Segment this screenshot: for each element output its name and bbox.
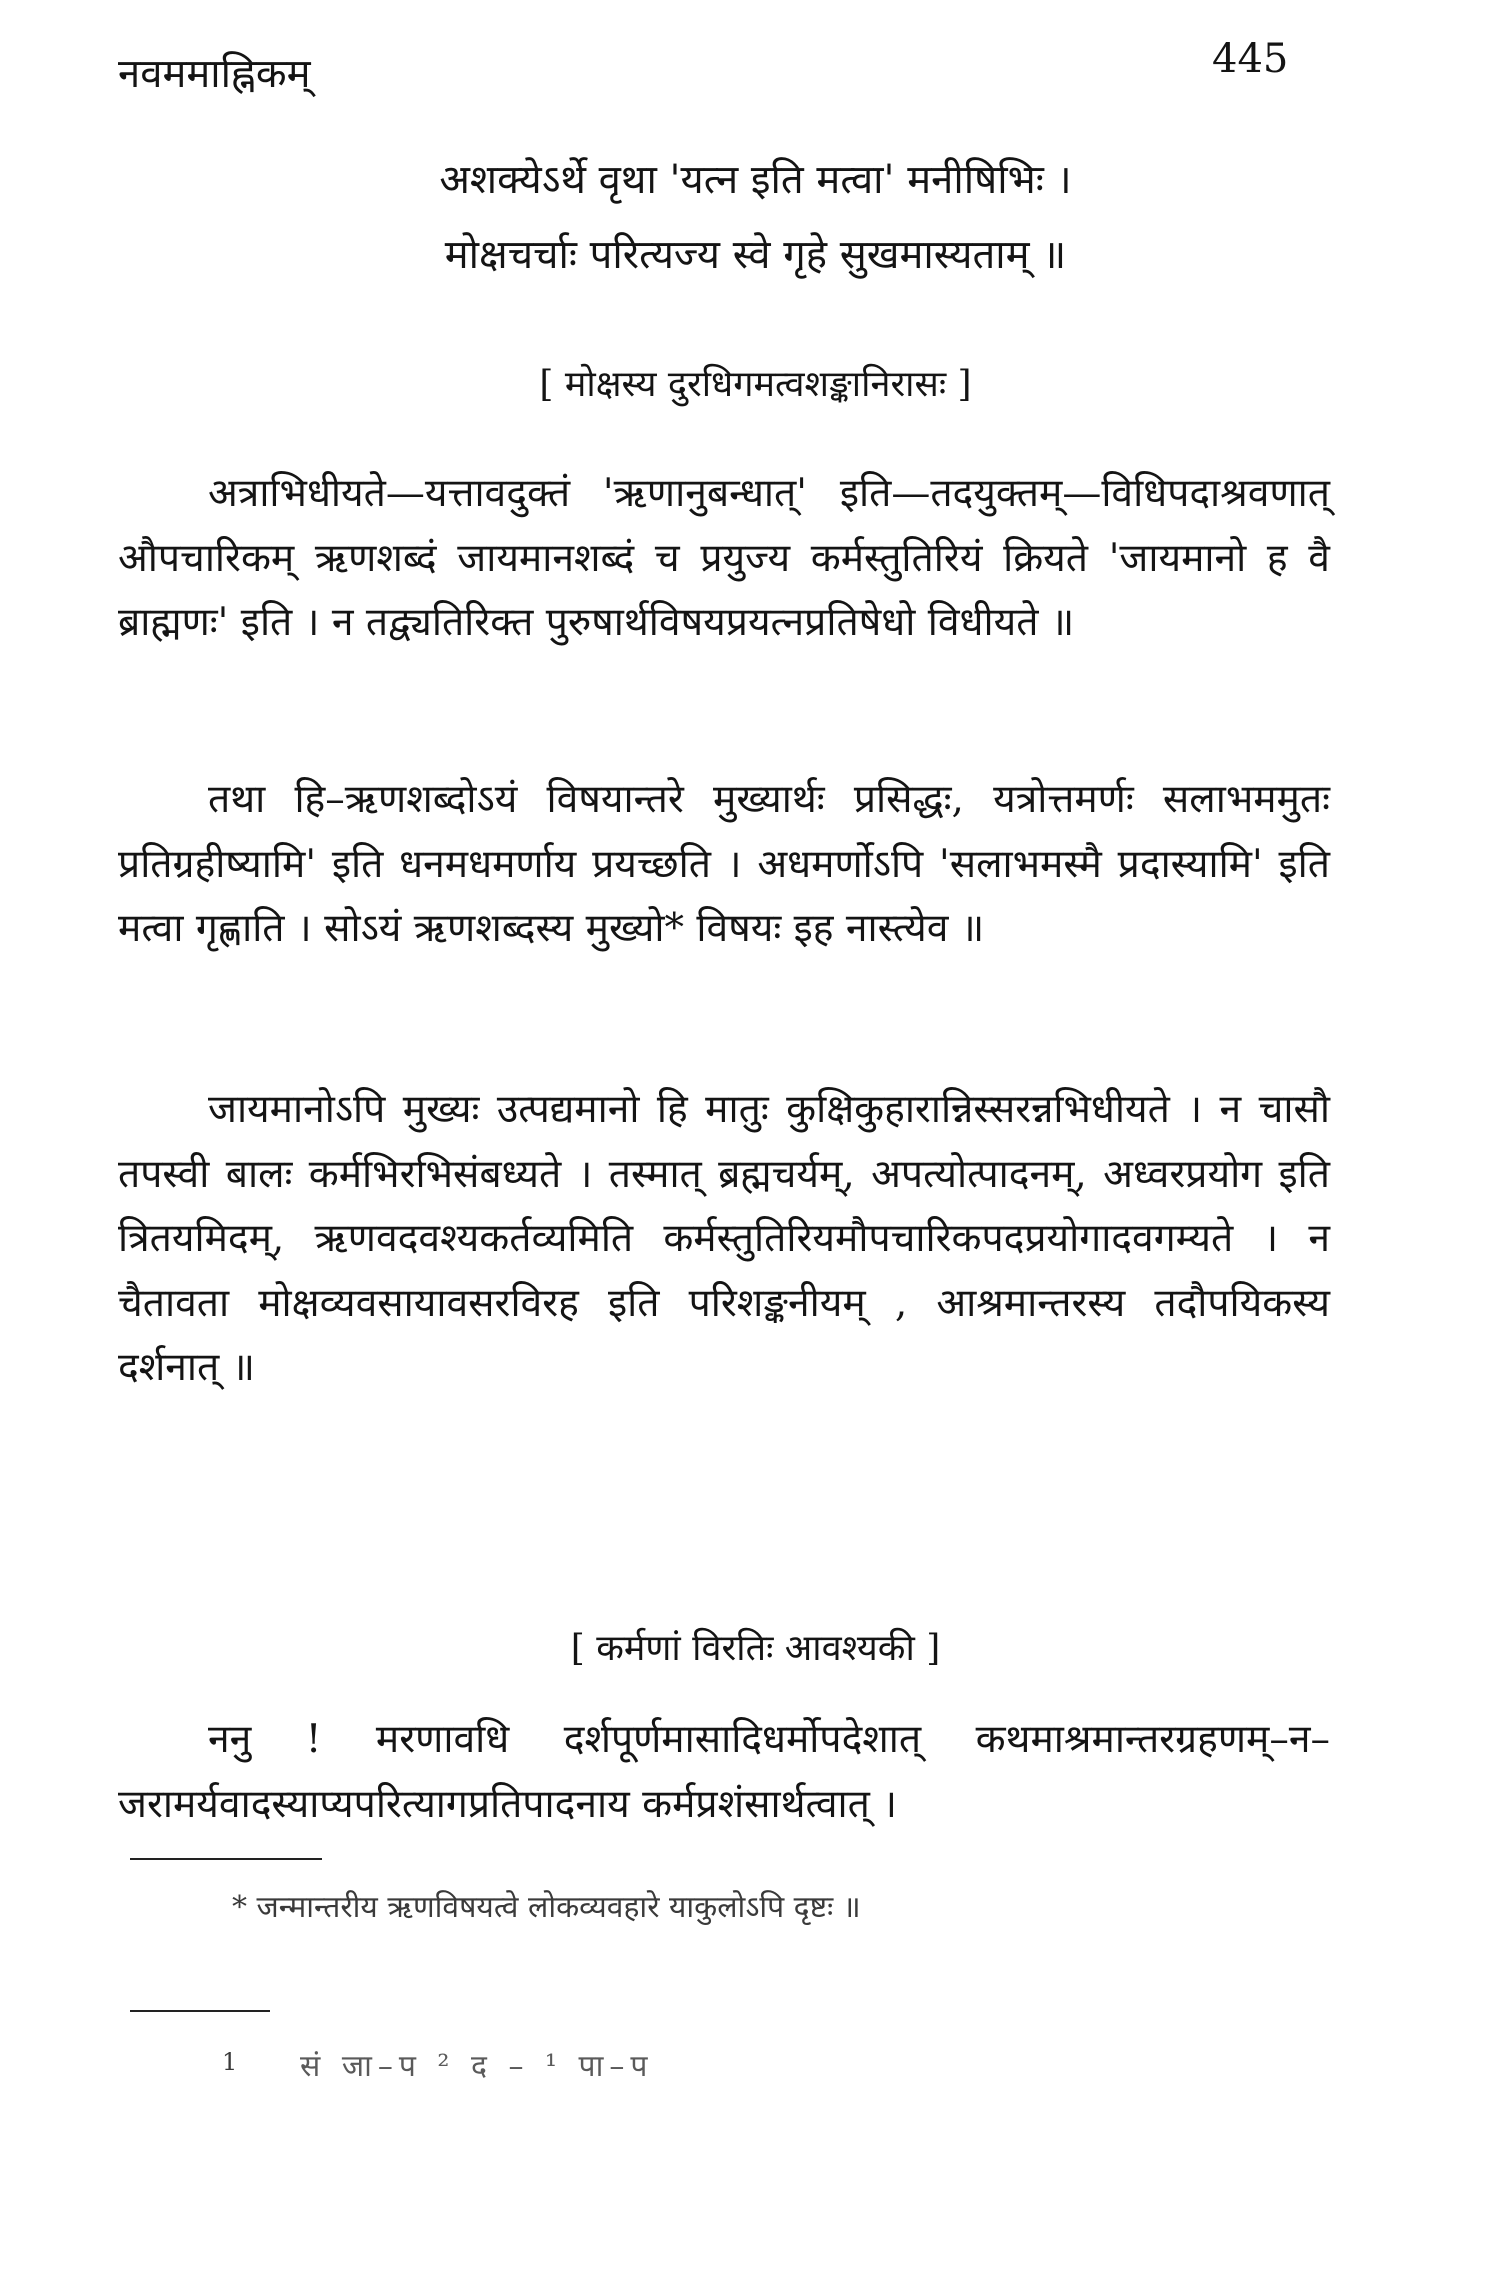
verse-line-2: मोक्षचर्चाः परित्यज्य स्वे गृहे सुखमास्यताम् ॥ bbox=[444, 232, 1067, 278]
footnote-star: * जन्मान्तरीय ऋणविषयत्वे लोकव्यवहारे याकुलोऽपि दृष्टः ॥ bbox=[232, 1890, 861, 1925]
variant-marker: 1 bbox=[222, 2048, 238, 2076]
verse-line-1: अशक्येऽर्थे वृथा 'यत्न इति मत्वा' मनीषिभिः । bbox=[439, 157, 1072, 203]
paragraph-3: जायमानोऽपि मुख्यः उत्पद्यमानो हि मातुः कुक्षिकुहारान्निस्सरन्नभिधीयते । न चासौ तपस्वी बालः कर्मभिरभिसंबध्यते । तस्मात् ब्रह्मचर्यम्, अपत्योत्पादनम्, अध्वरप्रयोग इति त्रितयमिदम्, ऋणवदवश्यकर्तव्यमिति कर्मस्तुतिरियमौपचारिकपदप्रयोगादवगम्यते । न चैतावता मोक्षव्यवसायावसरविरह इति परिशङ्कनीयम् , आश्रमान्तरस्य तदौपयिकस्य दर्शनात् ॥ bbox=[118, 1087, 1330, 1390]
variant-readings: सं जा–प ² द – ¹ पा–प bbox=[300, 2049, 654, 2084]
paragraph-4: ननु ! मरणावधि दर्शपूर्णमासादिधर्मोपदेशात् कथमाश्रमान्तरग्रहणम्–न–जरामर्यवादस्याप्यपरित्यागप्रतिपादनाय कर्मप्रशंसार्थत्वात् । bbox=[118, 1717, 1330, 1827]
paragraph-1: अत्राभिधीयते—यत्तावदुक्तं 'ऋणानुबन्धात्' इति—तदयुक्तम्—विधिपदाश्रवणात् औपचारिकम् ऋणशब्दं जायमानशब्दं च प्रयुज्य कर्मस्तुतिरियं क्रियते 'जायमानो ह वै ब्राह्मणः' इति । न तद्व्यतिरिक्त पुरुषार्थविषयप्रयत्नप्रतिषेधो विधीयते ॥ bbox=[118, 471, 1330, 645]
footnote-separator bbox=[130, 1858, 322, 1860]
section-heading-2: [ कर्मणां विरतिः आवश्यकी ] bbox=[570, 1628, 941, 1669]
paragraph-2: तथा हि–ऋणशब्दोऽयं विषयान्तरे मुख्यार्थः प्रसिद्धः, यत्रोत्तमर्णः सलाभममुतः प्रतिग्रहीष्यामि' इति धनमधमर्णाय प्रयच्छति । अधमर्णोऽपि 'सलाभमस्मै प्रदास्यामि' इति मत्वा गृह्णाति । सोऽयं ऋणशब्दस्य मुख्यो* विषयः इह नास्त्येव ॥ bbox=[118, 777, 1330, 951]
page-number: 445 bbox=[1212, 36, 1289, 82]
section-heading-1: [ मोक्षस्य दुरधिगमत्वशङ्कानिरासः ] bbox=[539, 364, 972, 405]
running-title: नवममाह्निकम् bbox=[118, 51, 311, 97]
variant-separator bbox=[130, 2010, 270, 2012]
